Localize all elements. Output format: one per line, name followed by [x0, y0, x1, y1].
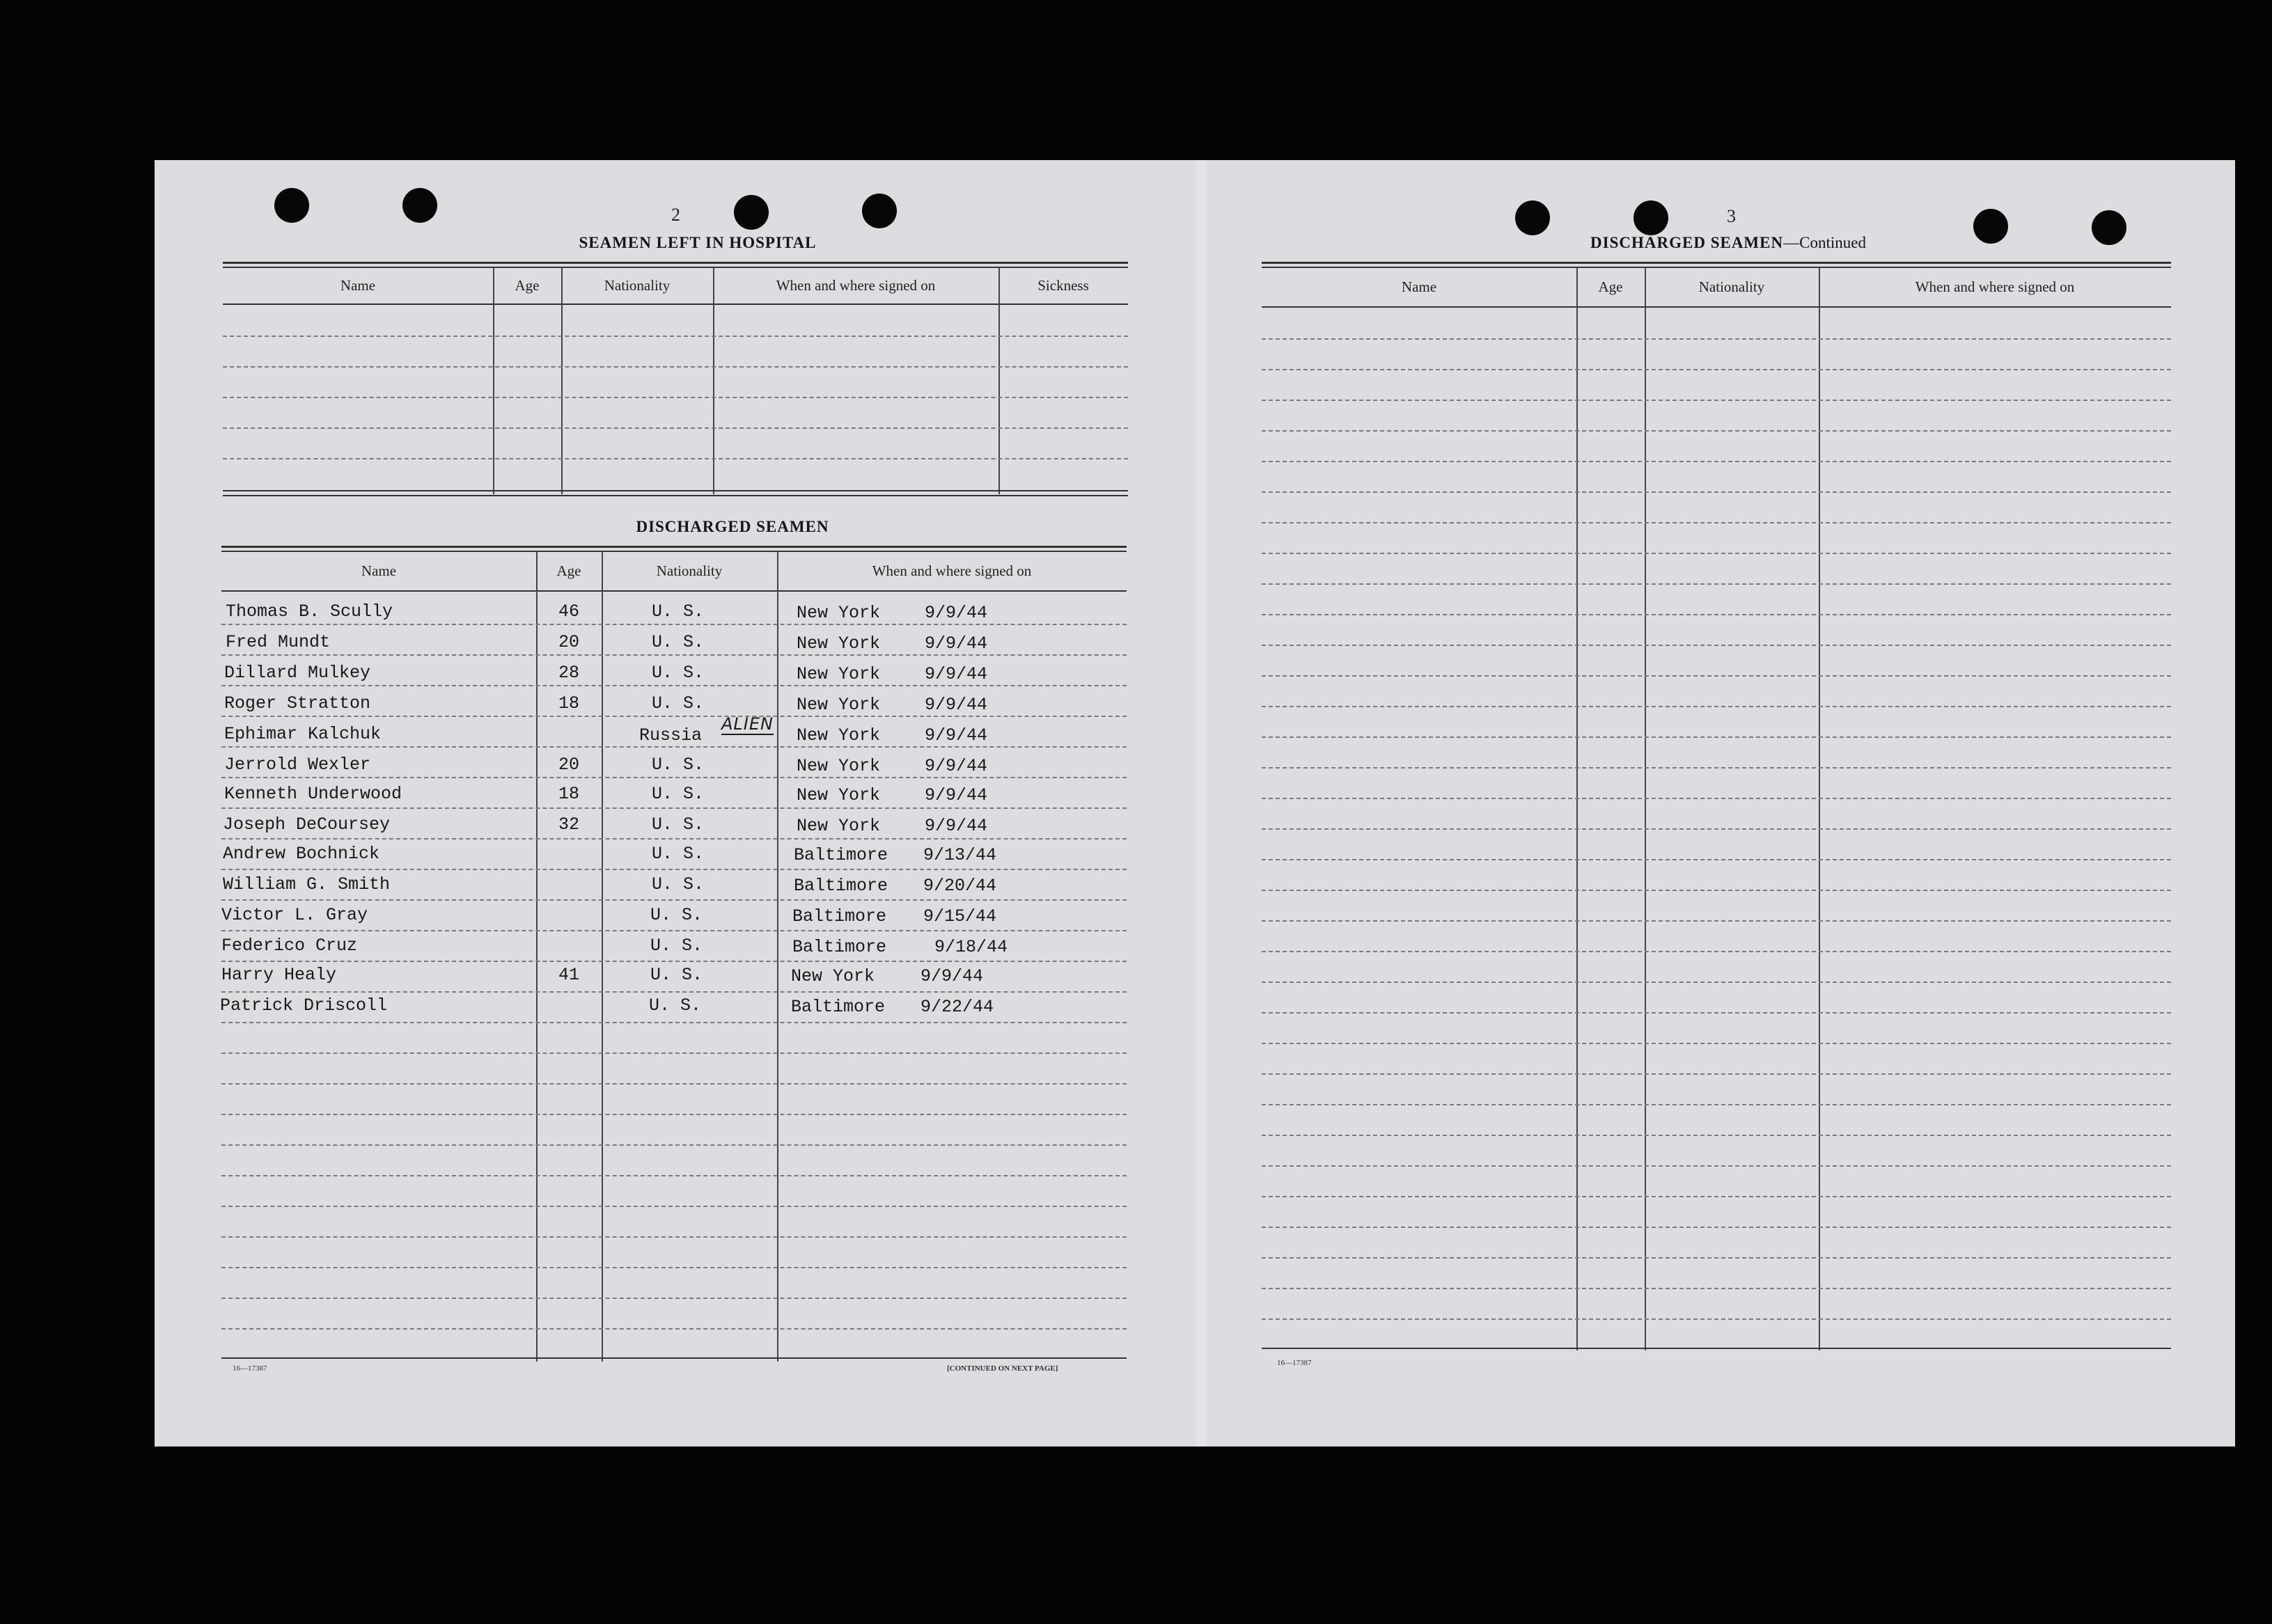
table-row: [221, 934, 1127, 965]
seaman-age: 46: [558, 601, 580, 622]
seaman-nationality: U. S.: [652, 632, 705, 652]
seaman-nationality: U. S.: [652, 755, 705, 775]
seaman-name: Federico Cruz: [221, 936, 358, 956]
column-header-name: Name: [1401, 278, 1437, 295]
signed-on-date: 9/9/44: [925, 725, 988, 746]
table-row: [221, 597, 1127, 628]
table-row: [221, 873, 1127, 904]
seaman-name: Joseph DeCoursey: [223, 814, 391, 835]
discharged-section-title: DISCHARGED SEAMEN: [636, 518, 829, 535]
seaman-nationality: U. S.: [649, 995, 702, 1016]
signed-on-place: New York: [797, 785, 881, 805]
signed-on-place: Baltimore: [791, 997, 886, 1017]
seaman-name: Roger Stratton: [224, 693, 371, 714]
signed-on-place: New York: [797, 633, 881, 654]
signed-on-date: 9/15/44: [923, 906, 997, 927]
seaman-name: Kenneth Underwood: [224, 784, 402, 804]
seaman-age: 32: [558, 814, 580, 835]
seaman-age: 18: [558, 693, 580, 714]
table-row: [221, 628, 1127, 659]
table-row: [221, 842, 1127, 873]
seaman-name: Patrick Driscoll: [220, 995, 388, 1016]
table-row: [221, 781, 1127, 812]
binder-hole: [862, 194, 897, 228]
signed-on-place: New York: [797, 603, 881, 623]
signed-on-place: New York: [797, 756, 881, 776]
signed-on-date: 9/9/44: [925, 633, 988, 654]
seaman-nationality: U. S.: [650, 905, 703, 925]
signed-on-place: New York: [797, 725, 881, 746]
hospital-table: [223, 262, 1128, 498]
table-row: [221, 812, 1127, 842]
seaman-nationality: Russia: [639, 725, 703, 746]
seaman-nationality: U. S.: [652, 814, 705, 835]
table-row: [221, 965, 1127, 995]
table-row: [221, 720, 1127, 750]
signed-on-place: Baltimore: [794, 876, 888, 896]
binder-hole: [1515, 200, 1550, 235]
signed-on-place: Baltimore: [794, 845, 888, 865]
signed-on-date: 9/9/44: [920, 966, 984, 986]
seaman-nationality: U. S.: [652, 663, 705, 683]
seaman-name: Ephimar Kalchuk: [224, 724, 382, 744]
table-row: [221, 659, 1127, 689]
seaman-name: Jerrold Wexler: [224, 755, 371, 775]
signed-on-place: Baltimore: [792, 937, 887, 957]
signed-on-date: 9/13/44: [923, 845, 997, 865]
seaman-nationality: U. S.: [652, 844, 705, 864]
page-number-right: 3: [1727, 206, 1736, 226]
signed-on-place: Baltimore: [792, 906, 887, 927]
seaman-nationality: U. S.: [652, 693, 705, 714]
signed-on-date: 9/9/44: [925, 664, 988, 684]
column-header-signed-on: When and where signed on: [1915, 278, 2075, 295]
signed-on-date: 9/20/44: [923, 876, 997, 896]
signed-on-date: 9/9/44: [925, 603, 988, 623]
discharged-continued-title-main: DISCHARGED SEAMEN: [1590, 234, 1784, 251]
column-header-signed-on: When and where signed on: [776, 277, 936, 294]
binder-hole: [1973, 209, 2008, 244]
column-header-age: Age: [515, 277, 540, 294]
table-row: [221, 995, 1127, 1026]
seaman-name: Thomas B. Scully: [226, 601, 393, 622]
signed-on-place: New York: [797, 816, 881, 836]
form-number-left: 16—17387: [233, 1364, 267, 1373]
column-header-age: Age: [1598, 278, 1623, 295]
seaman-name: William G. Smith: [223, 874, 391, 894]
signed-on-place: New York: [797, 695, 881, 715]
signed-on-place: New York: [797, 664, 881, 684]
binder-hole: [274, 188, 309, 223]
continued-note: [CONTINUED ON NEXT PAGE]: [947, 1364, 1058, 1373]
signed-on-date: 9/9/44: [925, 695, 988, 715]
signed-on-date: 9/18/44: [934, 937, 1008, 957]
signed-on-date: 9/22/44: [920, 997, 994, 1017]
discharged-continued-table: [1262, 262, 2171, 1352]
table-row: [221, 904, 1127, 934]
seaman-name: Fred Mundt: [226, 632, 331, 652]
page-fold: [1196, 160, 1206, 1446]
binder-hole: [1634, 200, 1668, 235]
binder-hole: [402, 188, 437, 223]
seaman-name: Harry Healy: [221, 965, 337, 985]
signed-on-date: 9/9/44: [925, 756, 988, 776]
column-header-nationality: Nationality: [656, 562, 723, 579]
binder-hole: [734, 195, 769, 230]
table-row: [221, 750, 1127, 781]
column-header-nationality: Nationality: [1698, 278, 1765, 295]
column-header-name: Name: [340, 277, 376, 294]
seaman-name: Victor L. Gray: [221, 905, 368, 925]
discharged-continued-title-suffix: —Continued: [1783, 234, 1866, 251]
seaman-age: 18: [558, 784, 580, 804]
seaman-age: 41: [558, 965, 580, 985]
signed-on-place: New York: [791, 966, 875, 986]
signed-on-date: 9/9/44: [925, 816, 988, 836]
column-header-name: Name: [361, 562, 397, 579]
form-number-right: 16—17387: [1277, 1359, 1312, 1367]
seaman-nationality: U. S.: [652, 601, 705, 622]
seaman-age: 20: [558, 632, 580, 652]
seaman-nationality: U. S.: [652, 874, 705, 894]
seaman-nationality: U. S.: [652, 784, 705, 804]
seaman-name: Andrew Bochnick: [223, 844, 380, 864]
discharged-continued-title: [1547, 234, 1909, 252]
discharged-table: [221, 546, 1127, 1360]
handwritten-alien-note: ALIEN: [721, 714, 774, 734]
table-row: [221, 689, 1127, 720]
column-header-age: Age: [556, 562, 581, 579]
seaman-nationality: U. S.: [650, 936, 703, 956]
hospital-section-title: SEAMEN LEFT IN HOSPITAL: [579, 234, 817, 251]
seaman-name: Dillard Mulkey: [224, 663, 371, 683]
seaman-nationality: U. S.: [650, 965, 703, 985]
binder-hole: [2092, 210, 2126, 245]
column-header-sickness: Sickness: [1037, 277, 1089, 294]
page-number-left: 2: [671, 205, 680, 225]
signed-on-date: 9/9/44: [925, 785, 988, 805]
ledger-sheet: [155, 160, 2235, 1446]
seaman-age: 20: [558, 755, 580, 775]
column-header-signed-on: When and where signed on: [872, 562, 1032, 579]
column-header-nationality: Nationality: [604, 277, 671, 294]
seaman-age: 28: [558, 663, 580, 683]
